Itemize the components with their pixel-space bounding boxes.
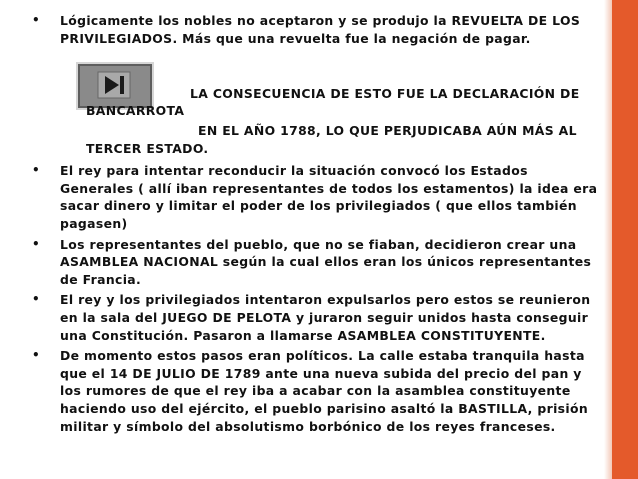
accent-bar-shadow: [604, 0, 612, 479]
bullet-text: El rey y los privilegiados intentaron expulsarlos pero estos se reunieron en la sala del JUEGO DE PELOTA y juraron seguir unidos hasta conseguir una Constitución. Pasaron a llamarse ASAMBLEA CONSTITUYENTE.: [60, 292, 591, 343]
bullet-item: [32, 162, 598, 232]
bullet-item: [32, 12, 598, 47]
bullet-marker: •: [32, 163, 41, 178]
slide-content: [32, 12, 598, 438]
bullet-item: [32, 347, 598, 435]
media-line-3: EN EL AÑO 1788, LO QUE PERJUDICABA AÚN MÁS AL: [198, 123, 577, 139]
media-line-1: LA CONSECUENCIA DE ESTO FUE LA DECLARACIÓN DE: [190, 86, 580, 102]
bullet-marker: •: [32, 13, 41, 27]
bullet-marker: •: [32, 236, 41, 251]
bullet-item: [32, 291, 598, 344]
bullet-text: Lógicamente los nobles no aceptaron y se produjo la REVUELTA DE LOS PRIVILEGIADOS. Más que una revuelta fue la negación de pagar.: [60, 13, 581, 46]
media-line-2: BANCARROTA: [86, 103, 185, 119]
bullet-text: Los representantes del pueblo, que no se fiaban, decidieron crear una ASAMBLEA NACIONAL según la cual ellos eran los únicos representantes de Francia.: [60, 236, 592, 287]
bullet-marker: •: [32, 292, 41, 307]
bullet-text: El rey para intentar reconducir la situación convocó los Estados Generales ( allí iban representantes de todos los estamentos) la idea era sacar dinero y limitar el poder de los privilegiados ( que ellos también pagasen): [60, 163, 598, 231]
media-line-4: TERCER ESTADO.: [86, 141, 209, 157]
bullet-marker: •: [32, 348, 41, 363]
skip-forward-icon: [97, 71, 131, 99]
bullet-item: [32, 236, 598, 289]
accent-bar: [612, 0, 638, 479]
media-block: [60, 50, 598, 158]
bullet-text: De momento estos pasos eran políticos. La calle estaba tranquila hasta que el 14 DE JULIO DE 1789 ante una nueva subida del precio del pan y los rumores de que el rey iba a acabar con la asamblea constituyente haciendo uso del ejército, el pueblo parisino asaltó la BASTILLA, prisión militar y símbolo del absolutismo borbónico de los reyes franceses.: [60, 348, 589, 434]
